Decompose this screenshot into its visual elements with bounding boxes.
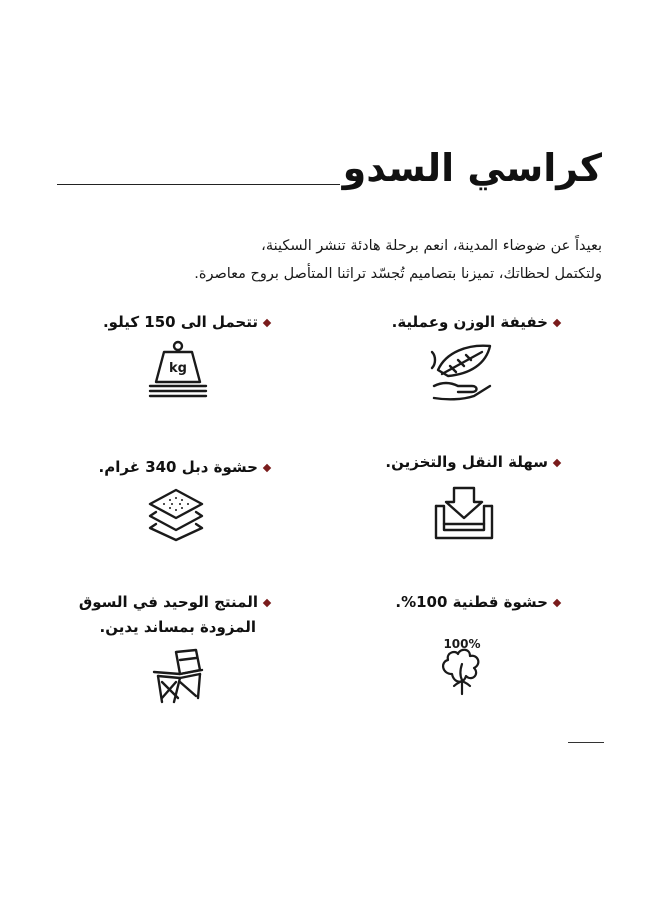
feature-text: حشوة قطنية 100%. — [395, 593, 548, 611]
layers-padding-icon — [146, 486, 206, 542]
intro-line-2: ولتكتمل لحظاتك، تميزنا بتصاميم تُجسّد تراثنا المتأصل بروح معاصرة. — [194, 266, 602, 282]
feature-armrests — [10, 590, 270, 640]
kg-label: kg — [169, 361, 187, 376]
cotton-icon — [430, 634, 494, 698]
feature-double-padding — [10, 455, 270, 480]
feature-text: سهلة النقل والتخزين. — [385, 453, 548, 471]
feature-lightweight — [300, 310, 560, 335]
title-divider — [57, 184, 340, 185]
percent-label: 100% — [443, 637, 481, 651]
feature-text: تتحمل الى 150 كيلو. — [102, 313, 258, 331]
diamond-bullet-icon — [553, 599, 561, 607]
feature-text: المنتج الوحيد في السوق — [78, 593, 258, 611]
diamond-bullet-icon — [263, 599, 271, 607]
feature-label — [10, 590, 270, 615]
diamond-bullet-icon — [263, 464, 271, 472]
storage-box-icon — [432, 484, 496, 544]
intro-line-1: بعيداً عن ضوضاء المدينة، انعم برحلة هادئة تنشر السكينة، — [261, 238, 602, 254]
bottom-divider — [568, 742, 604, 743]
armchair-icon — [150, 646, 206, 706]
feature-text: المزودة بمساند يدين. — [99, 618, 256, 636]
feature-label — [10, 455, 270, 480]
page-title: كراسي السدو — [342, 146, 602, 190]
kg-weight-icon — [146, 340, 210, 400]
feature-cotton-padding — [300, 590, 560, 615]
diamond-bullet-icon — [553, 319, 561, 327]
feature-label — [300, 590, 560, 615]
intro-text — [82, 232, 602, 288]
feature-label — [10, 310, 270, 335]
feature-easy-storage — [300, 450, 560, 475]
diamond-bullet-icon — [263, 319, 271, 327]
feature-load-capacity — [10, 310, 270, 335]
diamond-bullet-icon — [553, 459, 561, 467]
feature-label-line-2 — [10, 615, 270, 640]
feature-text: خفيفة الوزن وعملية. — [391, 313, 548, 331]
feature-label — [300, 310, 560, 335]
feather-hand-icon — [428, 340, 496, 402]
feature-label — [300, 450, 560, 475]
feature-text: حشوة دبل 340 غرام. — [98, 458, 258, 476]
